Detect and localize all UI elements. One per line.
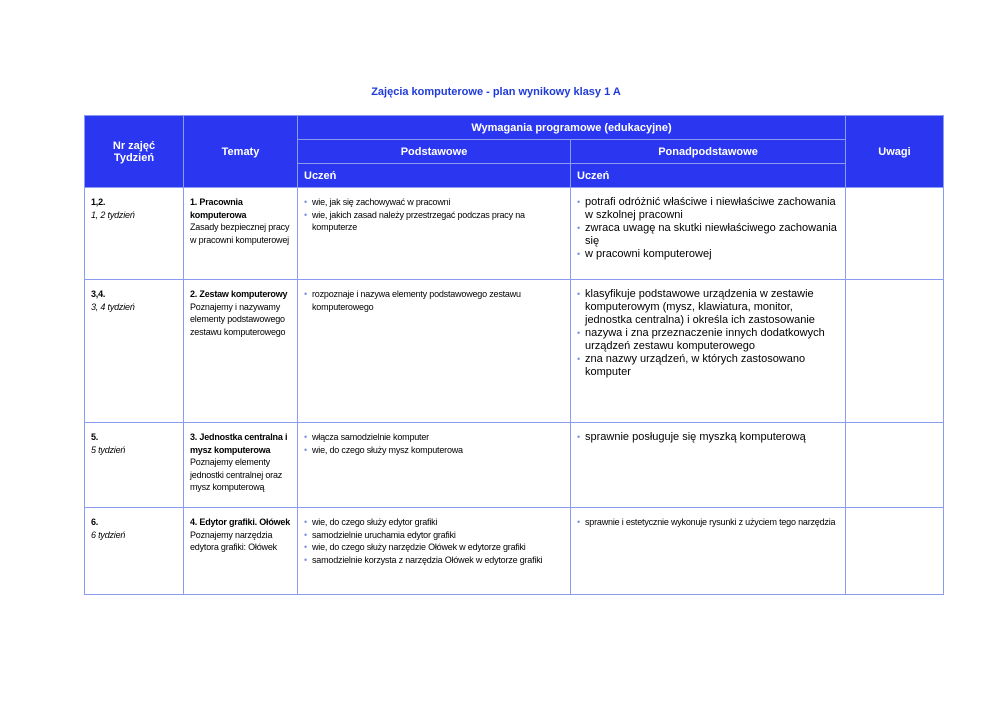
advanced-requirement: • sprawnie i estetycznie wykonuje rysunki z użyciem tego narzędzia bbox=[577, 516, 840, 529]
topic-description: Poznajemy elementy jednostki centralnej oraz mysz komputerową bbox=[190, 457, 283, 492]
basic-requirement: • samodzielnie korzysta z narzędzia Ołówek w edytorze grafiki bbox=[304, 554, 565, 567]
header-topics: Tematy bbox=[184, 116, 298, 188]
lesson-number: 6. bbox=[91, 517, 99, 527]
advanced-requirement: • nazywa i zna przeznaczenie innych dodatkowych urządzeń zestawu komputerowego bbox=[577, 327, 840, 353]
row-advanced-cell bbox=[571, 423, 846, 508]
lesson-week: 6 tydzień bbox=[91, 529, 126, 540]
row-basic-cell bbox=[298, 423, 571, 508]
basic-requirement: • wie, jak się zachowywać w pracowni bbox=[304, 196, 565, 209]
header-basic: Podstawowe bbox=[298, 140, 571, 164]
row-notes-cell bbox=[846, 508, 944, 595]
row-topic-cell bbox=[184, 188, 298, 280]
header-advanced: Ponadpodstawowe bbox=[571, 140, 846, 164]
topic-title: 2. Zestaw komputerowy bbox=[190, 289, 288, 299]
topic-title: 3. Jednostka centralna i mysz komputerowa bbox=[190, 432, 288, 455]
basic-requirement: • włącza samodzielnie komputer bbox=[304, 431, 565, 444]
document-title: Zajęcia komputerowe - plan wynikowy klasy 1 A bbox=[371, 86, 621, 98]
header-requirements: Wymagania programowe (edukacyjne) bbox=[298, 116, 846, 140]
row-nr-cell bbox=[85, 280, 184, 423]
lesson-number: 3,4. bbox=[91, 289, 106, 299]
lesson-week: 5 tydzień bbox=[91, 444, 126, 455]
row-basic-cell bbox=[298, 280, 571, 423]
header-nr-line1: Nr zajęć bbox=[112, 139, 156, 152]
row-advanced-cell bbox=[571, 508, 846, 595]
advanced-requirement: • potrafi odróżnić właściwe i niewłaściwe zachowania w szkolnej pracowni bbox=[577, 196, 840, 222]
basic-requirement: • wie, do czego służy edytor grafiki bbox=[304, 516, 565, 529]
header-nr-line2: Tydzień bbox=[113, 151, 155, 164]
topic-description: Poznajemy i nazywamy elementy podstawowego zestawu komputerowego bbox=[190, 301, 286, 337]
lesson-number: 5. bbox=[91, 432, 99, 442]
row-nr-cell bbox=[85, 188, 184, 280]
header-student-advanced: Uczeń bbox=[571, 164, 846, 188]
basic-requirement: • rozpoznaje i nazywa elementy podstawowego zestawu komputerowego bbox=[304, 288, 565, 313]
lesson-week: 1, 2 tydzień bbox=[91, 209, 135, 220]
row-basic-cell bbox=[298, 508, 571, 595]
basic-requirement: • samodzielnie uruchamia edytor grafiki bbox=[304, 529, 565, 542]
advanced-requirement: • klasyfikuje podstawowe urządzenia w zestawie komputerowym (mysz, klawiatura, monitor, jednostka centralna) i określa ich zastosowanie bbox=[577, 288, 840, 327]
lesson-week: 3, 4 tydzień bbox=[91, 301, 135, 312]
topic-description: Poznajemy narzędzia edytora grafiki: Ołówek bbox=[190, 529, 277, 552]
row-advanced-cell bbox=[571, 188, 846, 280]
header-notes: Uwagi bbox=[846, 116, 944, 188]
basic-requirement: • wie, do czego służy mysz komputerowa bbox=[304, 444, 565, 457]
advanced-requirement: • sprawnie posługuje się myszką komputerową bbox=[577, 431, 840, 444]
advanced-requirement: • zwraca uwagę na skutki niewłaściwego zachowania się bbox=[577, 222, 840, 248]
row-topic-cell bbox=[184, 280, 298, 423]
advanced-requirement: • zna nazwy urządzeń, w których zastosowano komputer bbox=[577, 353, 840, 379]
table-row bbox=[85, 188, 944, 280]
topic-title: 4. Edytor grafiki. Ołówek bbox=[190, 517, 291, 527]
header-nr bbox=[85, 116, 184, 188]
topic-title: 1. Pracownia komputerowa bbox=[190, 197, 247, 220]
row-nr-cell bbox=[85, 508, 184, 595]
advanced-requirement: • w pracowni komputerowej bbox=[577, 248, 840, 261]
header-student-basic: Uczeń bbox=[298, 164, 571, 188]
lesson-number: 1,2. bbox=[91, 197, 106, 207]
plan-table bbox=[84, 115, 944, 595]
row-notes-cell bbox=[846, 188, 944, 280]
row-advanced-cell bbox=[571, 280, 846, 423]
row-notes-cell bbox=[846, 423, 944, 508]
topic-description: Zasady bezpiecznej pracy w pracowni komputerowej bbox=[190, 222, 290, 245]
basic-requirement: • wie, do czego służy narzędzie Ołówek w edytorze grafiki bbox=[304, 541, 565, 554]
row-topic-cell bbox=[184, 508, 298, 595]
row-notes-cell bbox=[846, 280, 944, 423]
table-row bbox=[85, 280, 944, 423]
table-row bbox=[85, 423, 944, 508]
row-nr-cell bbox=[85, 423, 184, 508]
row-topic-cell bbox=[184, 423, 298, 508]
table-row bbox=[85, 508, 944, 595]
basic-requirement: • wie, jakich zasad należy przestrzegać podczas pracy na komputerze bbox=[304, 209, 565, 234]
row-basic-cell bbox=[298, 188, 571, 280]
